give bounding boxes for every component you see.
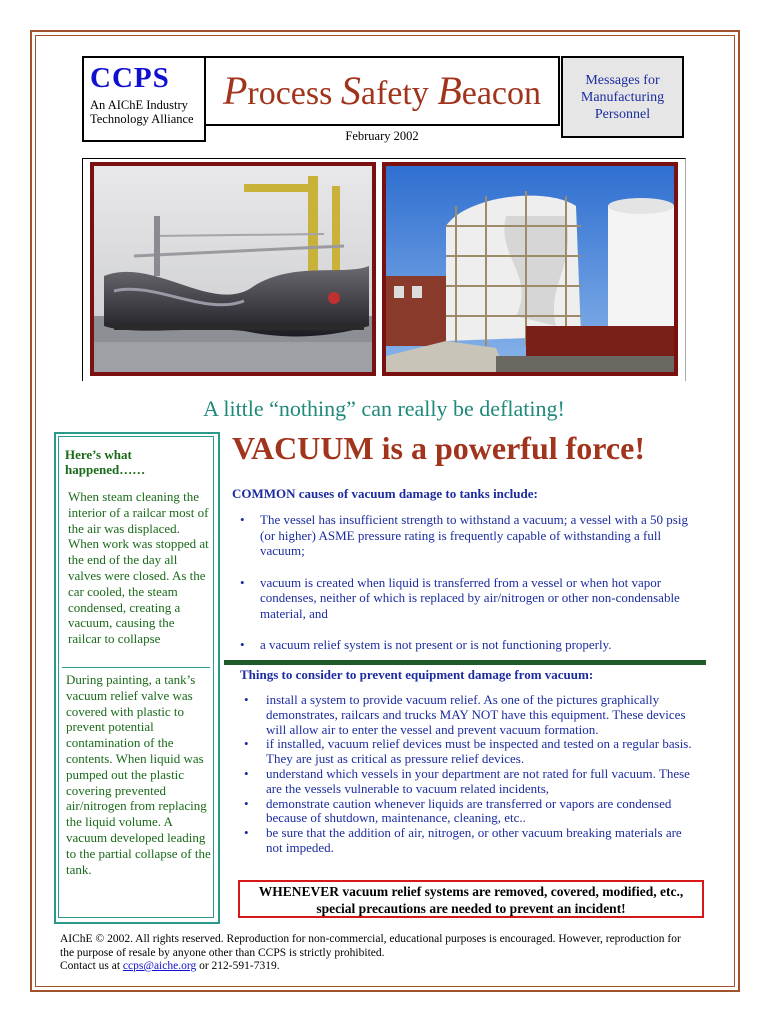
footer xyxy=(60,933,690,974)
sidebar-paragraph-railcar: When steam cleaning the interior of a railcar most of the air was displaced. When work was stopped at the end of the day all valves were closed. As the car cooled, the steam condensed, creating a vacuum, causing the railcar to collapse xyxy=(68,489,209,647)
list-item: • be sure that the addition of air, nitrogen, or other vacuum breaking materials are not impeded. xyxy=(240,826,696,856)
causes-list xyxy=(240,512,696,653)
collapsed-tank-photo xyxy=(382,162,678,376)
newsletter-title: Process Safety Beacon xyxy=(222,68,542,113)
ccps-subtitle: An AIChE Industry Technology Alliance xyxy=(90,98,194,126)
collapsed-railcar-photo xyxy=(90,162,376,376)
ccps-logo-box xyxy=(82,56,206,142)
issue-date: February 2002 xyxy=(345,129,419,143)
sidebar-heading: Here’s what happened…… xyxy=(65,447,146,477)
sidebar-divider xyxy=(62,667,210,668)
email-link[interactable]: ccps@aiche.org xyxy=(122,960,197,972)
list-item: • vacuum is created when liquid is transferred from a vessel or when hot vapor condenses, neither of which is replaced by air/nitrogen or other non-condensable material, and xyxy=(240,575,696,622)
tips-list xyxy=(240,693,696,856)
headline: VACUUM is a powerful force! xyxy=(232,430,645,466)
tagline: A little “nothing” can really be deflating! xyxy=(203,396,565,421)
section-divider xyxy=(224,660,706,665)
ccps-logo: CCPS xyxy=(90,62,170,94)
contact-line: Contact us at ccps@aiche.org or 212-591-7319. xyxy=(60,960,280,972)
list-item: • if installed, vacuum relief devices must be inspected and tested on a regular basis. They are just as critical as pressure relief devices. xyxy=(240,737,696,767)
list-item: • install a system to provide vacuum relief. As one of the pictures graphically demonstrates, railcars and trucks MAY NOT have this equipment. These devices will allow air to enter the vessel and prevent vacuum formation. xyxy=(240,693,696,737)
sidebar-paragraph-tank: During painting, a tank’s vacuum relief valve was covered with plastic to prevent potential contamination of the contents. When liquid was pumped out the plastic covering prevented air/nitrogen from replacing the liquid volume. A vacuum developed leading to the partial collapse of the tank. xyxy=(66,672,211,877)
newsletter-title-box xyxy=(204,56,560,126)
warning-box: WHENEVER vacuum relief systems are removed, covered, modified, etc., special precautions are needed to prevent an incident! xyxy=(238,880,704,918)
audience-box: Messages for Manufacturing Personnel xyxy=(561,56,684,138)
list-item: • demonstrate caution whenever liquids are transferred or vapors are condensed because of shutdown, maintenance, cleaning, etc.. xyxy=(240,797,696,827)
copyright-text: AIChE © 2002. All rights reserved. Reproduction for non-commercial, educational purposes is encouraged. However, reproduction for the purpose of resale by anyone other than CCPS is strictly prohibited. xyxy=(60,933,681,959)
causes-heading: COMMON causes of vacuum damage to tanks include: xyxy=(232,486,538,501)
list-item: • The vessel has insufficient strength to withstand a vacuum; a vessel with a 50 psig (or higher) ASME pressure rating is frequently capable of withstanding a full vacuum; xyxy=(240,512,696,559)
list-item: • a vacuum relief system is not present or is not functioning properly. xyxy=(240,637,696,653)
tips-heading: Things to consider to prevent equipment damage from vacuum: xyxy=(240,667,594,682)
list-item: • understand which vessels in your department are not rated for full vacuum. These are the vessels vulnerable to vacuum related incidents, xyxy=(240,767,696,797)
